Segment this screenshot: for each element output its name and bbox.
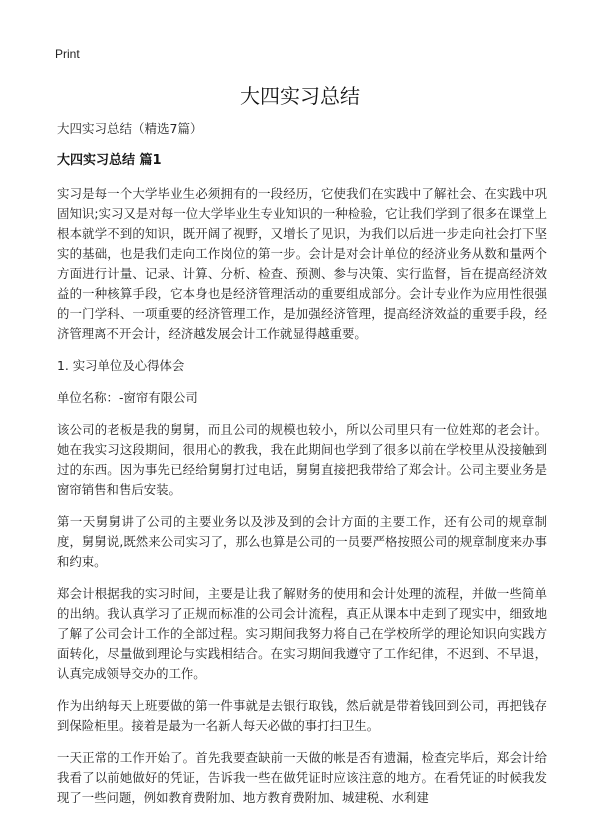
paragraph-intro: 实习是每一个大学毕业生必须拥有的一段经历，它使我们在实践中了解社会、在实践中巩固知识;实习又是对每一位大学毕业生专业知识的一种检验，它让我们学到了很多在课堂上根本就学不到的知识，既开阔了视野，又增长了见识，为我们以后进一步走向社会打下坚实的基础，也是我们走向工作岗位的第一步。会计是对会计单位的经济业务从数和量两个方面进行计量、记录、计算、分析、检查、预测、参与决策、实行监督，旨在提高经济效益的一种核算手段，它本身也是经济管理活动的重要组成部分。会计专业作为应用性很强的一门学科、一项重要的经济管理工作，是加强经济管理，提高经济效益的重要手段，经济管理离不开会计，经济越发展会计工作就显得越重要。 [57, 186, 547, 341]
paragraph-company-name: 单位名称：-窗帘有限公司 [57, 390, 198, 405]
print-link[interactable]: Print [55, 47, 80, 61]
document-body [57, 120, 547, 820]
paragraph-daily-work: 一天正常的工作开始了。首先我要查缺前一天做的帐是否有遗漏，检查完毕后，郑会计给我看了以前她做好的凭证，告诉我一些在做凭证时应该注意的地方。在看凭证的时候我发现了一些问题，例如教育费附加、地方教育费附加、城建税、水利建 [57, 750, 547, 805]
paragraph-first-day: 第一天舅舅讲了公司的主要业务以及涉及到的会计方面的主要工作，还有公司的规章制度，舅舅说,既然来公司实习了，那么也算是公司的一员要严格按照公司的规章制度来办事和约束。 [57, 514, 547, 569]
document-subtitle: 大四实习总结（精选7篇） [57, 121, 203, 136]
paragraph-cashier-duty: 作为出纳每天上班要做的第一件事就是去银行取钱，然后就是带着钱回到公司，再把钱存到保险柜里。接着是最为一名新人每天必做的事打扫卫生。 [57, 698, 547, 733]
paragraph-accounting-process: 郑会计根据我的实习时间，主要是让我了解财务的使用和会计处理的流程，并做一些简单的出纳。我认真学习了正规而标准的公司会计流程，真正从课本中走到了现实中，细致地了解了公司会计工作的全部过程。实习期间我努力将自己在学校所学的理论知识向实践方面转化，尽量做到理论与实践相结合。在实习期间我遵守了工作纪律，不迟到、不早退，认真完成领导交办的工作。 [57, 586, 547, 681]
section-heading: 大四实习总结 篇1 [57, 153, 162, 168]
page-title: 大四实习总结 [240, 84, 360, 108]
paragraph-company-intro: 该公司的老板是我的舅舅，而且公司的规模也较小，所以公司里只有一位姓郑的老会计。她在我实习这段期间，很用心的教我，我在此期间也学到了很多以前在学校里从没接触到过的东西。因为事先已经给舅舅打过电话，舅舅直接把我带给了郑会计。公司主要业务是窗帘销售和售后安装。 [57, 422, 547, 497]
list-item-heading: 1. 实习单位及心得体会 [57, 358, 185, 373]
